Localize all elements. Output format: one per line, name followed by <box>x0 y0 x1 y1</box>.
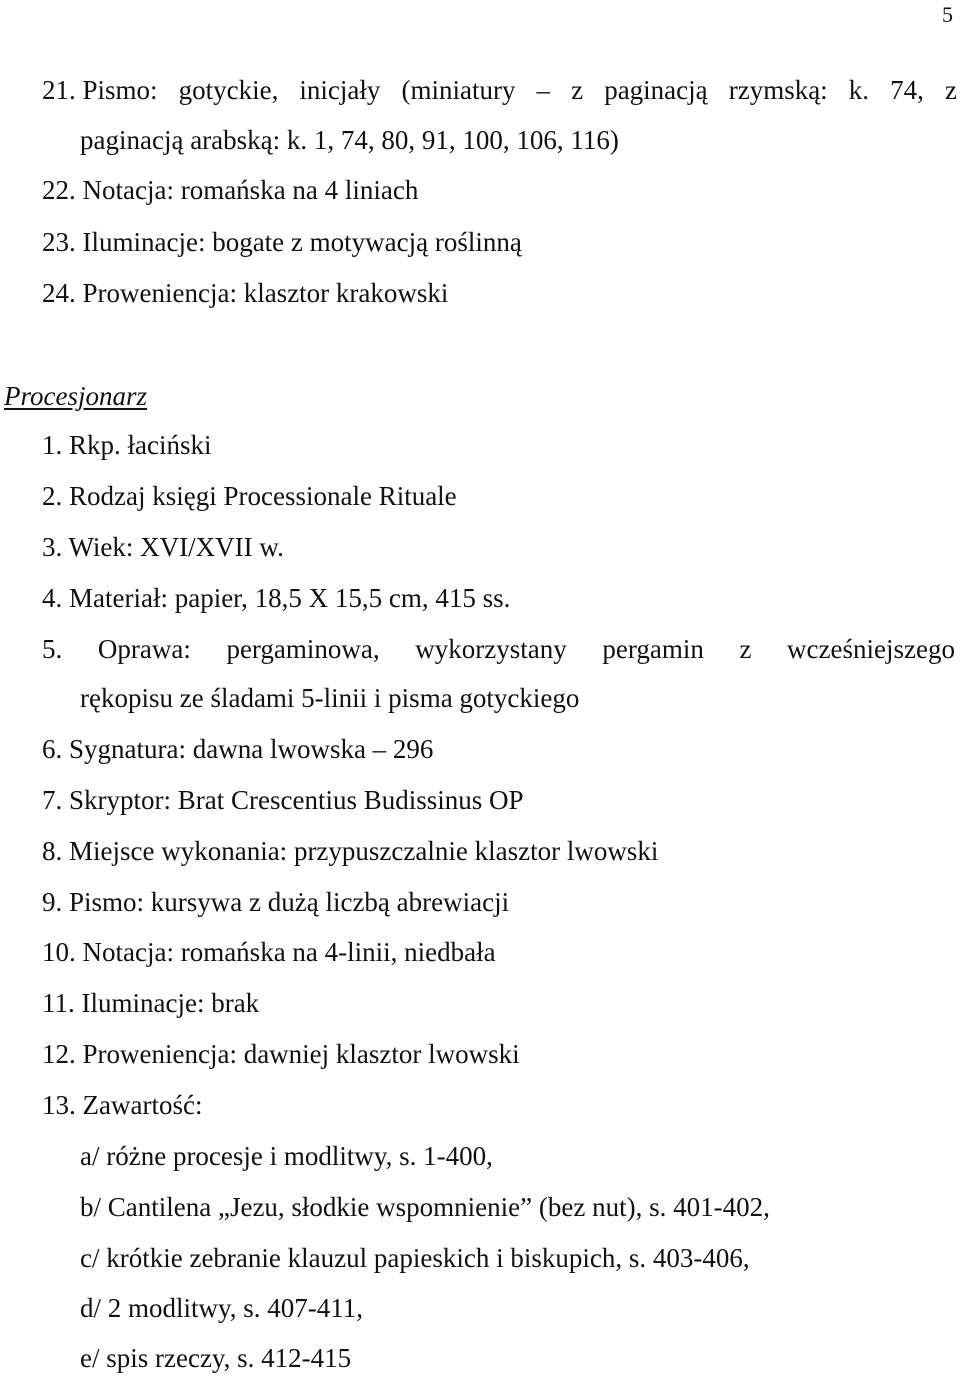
item-text: Sygnatura: dawna lwowska – 296 <box>69 734 434 764</box>
word: – <box>536 75 551 105</box>
list-item-7 <box>42 782 524 818</box>
word: wcześniejszego <box>787 634 955 664</box>
word: z <box>944 75 957 105</box>
item-number: 12. <box>42 1039 76 1069</box>
list-item-24: 24. Proweniencja: klasztor krakowski <box>42 278 449 308</box>
item-number: 2. <box>42 481 63 511</box>
item-text: Pismo: kursywa z dużą liczbą abrewiacji <box>69 887 510 917</box>
list-item-8 <box>42 833 658 869</box>
word: rzymską: <box>728 75 828 105</box>
contents-item-c: c/ krótkie zebranie klauzul papieskich i biskupich, s. 403-406, <box>80 1243 750 1273</box>
contents-item-e: e/ spis rzeczy, s. 412-415 <box>80 1343 352 1373</box>
item-text: Miejsce wykonania: przypuszczalnie klasztor lwowski <box>69 836 659 866</box>
list-item-6 <box>42 731 433 767</box>
word: inicjały <box>299 75 381 105</box>
item-text: Wiek: XVI/XVII w. <box>68 532 284 562</box>
list-item-10 <box>42 934 496 970</box>
word: paginacją <box>604 75 708 105</box>
list-item-2 <box>42 478 457 514</box>
item-number: 1. <box>42 430 63 460</box>
section-heading: Procesjonarz <box>4 381 147 411</box>
word: (miniatury <box>401 75 516 105</box>
word: z <box>739 634 752 664</box>
list-item-1 <box>42 427 212 463</box>
list-item-5-line1 <box>42 631 955 667</box>
word: 74, <box>890 75 924 105</box>
list-item-13 <box>42 1087 202 1123</box>
item-number: 13. <box>42 1090 76 1120</box>
word: Oprawa: <box>97 634 191 664</box>
word: wykorzystany <box>415 634 567 664</box>
word: pergamin <box>602 634 704 664</box>
contents-item-d: d/ 2 modlitwy, s. 407-411, <box>80 1293 363 1323</box>
item-text: Rkp. łaciński <box>69 430 212 460</box>
item-number: 4. <box>42 583 63 613</box>
list-item-11 <box>42 985 259 1021</box>
item-number: 7. <box>42 785 63 815</box>
contents-item-a: a/ różne procesje i modlitwy, s. 1-400, <box>80 1141 493 1171</box>
word: gotyckie, <box>178 75 279 105</box>
contents-item-b: b/ Cantilena „Jezu, słodkie wspomnienie” (bez nut), s. 401-402, <box>80 1192 770 1222</box>
list-item-3 <box>42 529 284 565</box>
item-number: 11. <box>42 988 75 1018</box>
item-text: Proweniencja: dawniej klasztor lwowski <box>82 1039 520 1069</box>
list-item-4 <box>42 580 510 616</box>
item-text: Skryptor: Brat Crescentius Budissinus OP <box>69 785 524 815</box>
list-item-23: 23. Iluminacje: bogate z motywacją roślinną <box>42 227 522 257</box>
item-text: Zawartość: <box>82 1090 203 1120</box>
word: k. <box>848 75 870 105</box>
item-text: Rodzaj księgi Processionale Rituale <box>69 481 457 511</box>
word: pergaminowa, <box>226 634 380 664</box>
item-text: Iluminacje: brak <box>81 988 260 1018</box>
list-item-9 <box>42 884 509 920</box>
item-number: 3. <box>42 532 63 562</box>
item-number: 5. <box>42 634 63 664</box>
word: z <box>571 75 584 105</box>
item-text: Notacja: romańska na 4-linii, niedbała <box>82 937 496 967</box>
item-number: 6. <box>42 734 63 764</box>
list-item-22: 22. Notacja: romańska na 4 liniach <box>42 175 419 205</box>
list-item-21-line2: paginacją arabską: k. 1, 74, 80, 91, 100, 106, 116) <box>80 125 619 155</box>
item-text: Materiał: papier, 18,5 X 15,5 cm, 415 ss. <box>69 583 511 613</box>
list-item-21-line1 <box>42 72 957 108</box>
item-number: 10. <box>42 937 76 967</box>
list-item-5-line2: rękopisu ze śladami 5-linii i pisma gotyckiego <box>80 683 580 713</box>
word: 21. Pismo: <box>42 75 158 105</box>
list-item-12 <box>42 1036 520 1072</box>
item-number: 8. <box>42 836 63 866</box>
page-number: 5 <box>942 2 953 27</box>
item-number: 9. <box>42 887 63 917</box>
